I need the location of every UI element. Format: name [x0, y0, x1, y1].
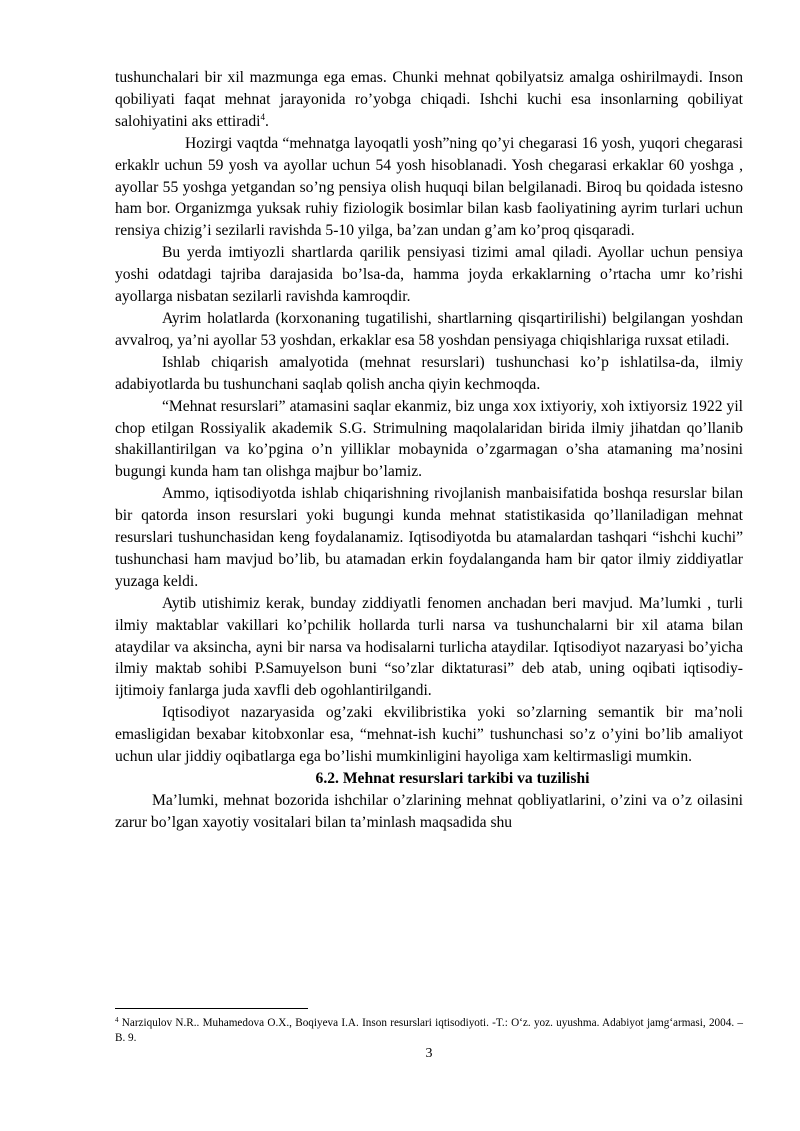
footnote-reference[interactable]: 4 [260, 111, 266, 122]
paragraph: “Mehnat resurslari” atamasini saqlar ekanmiz, biz unga xox ixtiyoriy, xoh ixtiyorsiz 1922 yil chop etilgan Rossiyalik akademik S.G. Strimulning maqolalaridan birida ilmiy jihatdan qo’llanib shakillantirilgan va ko’pgina o’n yilliklar mobaynida o’zgarmagan o’sha atamaning ma’nosini bugungi kunda ham tan olishga majbur bo’lamiz. [115, 397, 743, 481]
footnote-marker: 4 [115, 1016, 119, 1024]
paragraph: tushunchalari bir xil mazmunga ega emas. Chunki mehnat qobilyatsiz amalga oshirilmaydi. Inson qobiliyati faqat mehnat jarayonida ro’yobga chiqadi. Ishchi kuchi esa insonlarning qobiliyat salohiyatini aks ettiradi$^4$. [115, 69, 743, 130]
paragraph: Iqtisodiyot nazaryasida og’zaki ekvilibristika yoki so’zlarning semantik bir ma’noli emasligidan bexabar kitobxonlar esa, “mehnat-ish kuchi” tushunchasi so’z o’yini bo’lib amaliyot uchun ular jiddiy oqibatlarga ega bo’lishi mumkinligini hayoliga xam keltirmasligi mumkin. [115, 704, 743, 766]
footnote [115, 1016, 743, 1046]
footnote-text: Narziqulov N.R.. Muhamedova O.X., Boqiyeva I.A. Inson resurslari iqtisodiyoti. -T.: O‘z. yoz. uyushma. Adabiyot jamg‘armasi, 2004. –B. 9. [115, 1017, 743, 1044]
footnote-divider [115, 1008, 308, 1009]
paragraph: Bu yerda imtiyozli shartlarda qarilik pensiyasi tizimi amal qiladi. Ayollar uchun pensiya yoshi odatdagi tajriba darajasida bo’lsa-da, hamma joyda erkaklarning o’rtacha umr ko’rishi ayollarga nisbatan sezilarli ravishda kamroqdir. [115, 244, 743, 306]
paragraph: Hozirgi vaqtda “mehnatga layoqatli yosh”ning qo’yi chegarasi 16 yosh, yuqori chegarasi erkaklr uchun 59 yosh va ayollar uchun 54 yosh hisoblanadi. Yosh chegarasi erkaklar 60 yoshga , ayollar 55 yoshga yetgandan so’ng pensiya olish huquqi bilan belgilanadi. Biroq bu qoidada istesno ham bor. Organizmga yuksak ruhiy fiziologik bosimlar bilan kasb faoliyatining ayrim turlari uchun rensiya chizig’i sezilarli ravishda 5-10 yilga, ba’zan undan g’am ko’proq qisqaradi. [115, 134, 743, 240]
paragraph: Ishlab chiqarish amalyotida (mehnat resurslari) tushunchasi ko’p ishlatilsa-da, ilmiy adabiyotlarda bu tushunchani saqlab qolish ancha qiyin kechmoqda. [115, 353, 743, 393]
paragraph: Ammo, iqtisodiyotda ishlab chiqarishning rivojlanish manbaisifatida boshqa resurslar bilan bir qatorda inson resurslari yoki bugungi kunda mehnat statistikasida qo’llaniladigan mehnat resurslari tushunchasidan keng foydalanamiz. Iqtisodiyotda bu atamalardan tashqari “ishchi kuchi” tushunchasi ham mavjud bo’lib, bu atamadan erkin foydalanganda ham bir qator ilmiy ziddiyatlar yuzaga keldi. [115, 485, 743, 590]
paragraph: Ma’lumki, mehnat bozorida ishchilar o’zlarining mehnat qobliyatlarini, o’zini va o’z oilasini zarur bo’lgan xayotiy vositalari bilan ta’minlash maqsadida shu [115, 791, 743, 831]
paragraph: Aytib utishimiz kerak, bunday ziddiyatli fenomen anchadan beri mavjud. Ma’lumki , turli ilmiy maktablar vakillari ko’pchilik hollarda turli narsa va tushunchalarni bir xil atama bilan ataydilar va aksincha, ayni bir narsa va hodisalarni turlicha ataydilar. Iqtisodiyot nazaryasi bo’yicha ilmiy maktab sohibi P.Samuyelson buni “so’zlar diktaturasi” deb atab, uning oqibati iqtisodiy-ijtimoiy fanlarga juda xavfli deb ogohlantirilgandi. [115, 594, 743, 700]
paragraph: Ayrim holatlarda (korxonaning tugatilishi, shartlarning qisqartirilishi) belgilangan yoshdan avvalroq, ya’ni ayollar 53 yoshdan, erkaklar esa 58 yoshdan pensiyaga chiqishlariga ruxsat etiladi. [115, 309, 743, 349]
page-number: 3 [425, 1046, 433, 1061]
section-heading: 6.2. Mehnat resurslari tarkibi va tuzilishi [315, 770, 590, 787]
body-text [115, 67, 743, 834]
